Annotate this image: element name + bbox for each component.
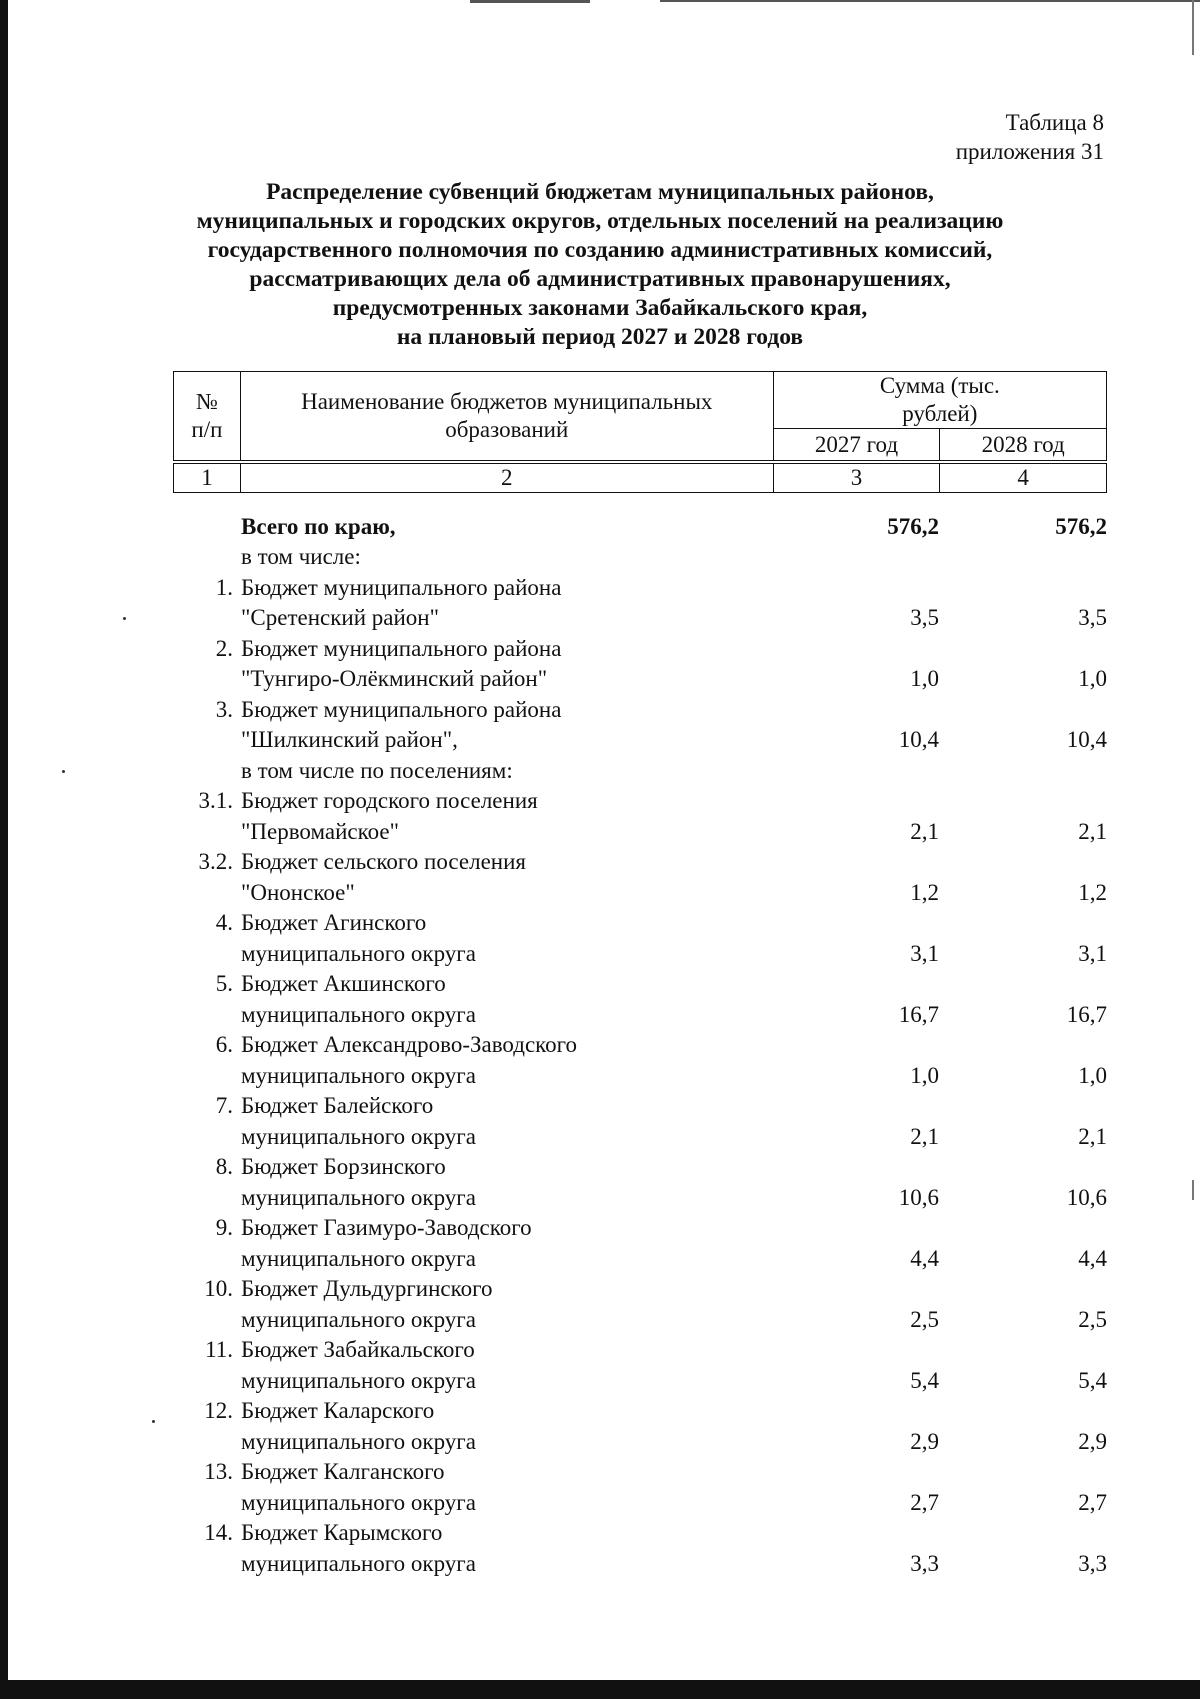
row-amount-2027: 2,5 xyxy=(910,1306,939,1332)
row-budget-name: муниципального округа xyxy=(241,1306,476,1332)
table-row xyxy=(173,1028,1107,1059)
row-budget-name: Бюджет сельского поселения xyxy=(241,849,526,874)
document-title xyxy=(150,178,1050,352)
row-budget-name: в том числе: xyxy=(241,544,361,569)
table-row xyxy=(173,1333,1107,1364)
row-budget-name: муниципального округа xyxy=(241,1123,476,1149)
table-row xyxy=(173,1302,1107,1333)
table-row xyxy=(173,692,1107,723)
row-amount-2028: 2,7 xyxy=(1078,1489,1107,1515)
row-budget-name: Бюджет Газимуро-Заводского xyxy=(241,1215,532,1240)
row-amount-2028: 5,4 xyxy=(1078,1367,1107,1393)
row-budget-name: Бюджет Карымского xyxy=(241,1520,443,1545)
table-row xyxy=(173,662,1107,693)
table-row xyxy=(173,784,1107,815)
table-row xyxy=(173,936,1107,967)
row-amount-2027: 10,6 xyxy=(898,1184,939,1210)
table-row xyxy=(173,1058,1107,1089)
table-body xyxy=(173,509,1107,1577)
title-line: муниципальных и городских округов, отдельных поселений на реализацию xyxy=(196,208,1004,234)
row-budget-name: "Первомайское" xyxy=(241,818,399,844)
row-amount-2027: 3,5 xyxy=(910,605,939,630)
row-budget-name: Бюджет Дульдургинского xyxy=(241,1276,493,1301)
table-row xyxy=(173,1119,1107,1150)
annex-table-number: Таблица 8 xyxy=(1005,110,1104,135)
table-row xyxy=(173,631,1107,662)
row-budget-name: "Тунгиро-Олёкминский район" xyxy=(241,666,548,691)
row-amount-2027: 3,1 xyxy=(910,940,939,966)
table-header xyxy=(173,371,1107,493)
row-budget-name: Бюджет городского поселения xyxy=(241,788,538,813)
scan-speck xyxy=(62,770,65,773)
title-line: на плановый период 2027 и 2028 годов xyxy=(396,324,804,350)
column-number: 4 xyxy=(940,464,1107,493)
row-budget-name: муниципального округа xyxy=(241,1184,476,1210)
row-amount-2027: 1,0 xyxy=(910,666,939,691)
row-budget-name: Бюджет муниципального района xyxy=(241,574,562,600)
table-row xyxy=(173,814,1107,845)
row-budget-name: Бюджет Александрово-Заводского xyxy=(241,1032,578,1057)
row-amount-2027: 2,1 xyxy=(910,1123,939,1149)
row-number: 6. xyxy=(215,1032,233,1057)
table-row xyxy=(173,1211,1107,1242)
title-line: Распределение субвенций бюджетам муниципальных районов, xyxy=(266,179,934,205)
row-amount-2028: 2,5 xyxy=(1078,1306,1107,1332)
scan-speck xyxy=(123,617,126,620)
table-row xyxy=(173,1150,1107,1181)
row-amount-2027: 1,2 xyxy=(910,879,939,905)
table-row xyxy=(173,1363,1107,1394)
table-row xyxy=(173,845,1107,876)
annex-appendix-number: приложения 31 xyxy=(955,139,1104,164)
table-row xyxy=(173,1546,1107,1577)
row-amount-2028: 2,1 xyxy=(1078,1123,1107,1149)
row-number: 1. xyxy=(215,574,233,600)
row-amount-2028: 3,5 xyxy=(1078,605,1107,630)
table-row xyxy=(173,601,1107,632)
table-row xyxy=(173,997,1107,1028)
row-budget-name: муниципального округа xyxy=(241,940,476,966)
row-amount-2027: 5,4 xyxy=(910,1367,939,1393)
row-budget-name: Бюджет Борзинского xyxy=(241,1154,446,1179)
row-amount-2028: 10,4 xyxy=(1066,727,1107,752)
table-row xyxy=(173,1272,1107,1303)
row-budget-name: "Сретенский район" xyxy=(241,605,439,630)
scan-mark-top xyxy=(470,0,590,3)
row-budget-name: муниципального округа xyxy=(241,1367,476,1393)
row-number: 12. xyxy=(204,1398,233,1423)
header-name-label: Наименование бюджетов муниципальных образований xyxy=(301,389,713,442)
header-year-2028: 2028 год xyxy=(940,429,1107,461)
row-number: 3.2. xyxy=(198,849,233,874)
table-row xyxy=(173,540,1107,571)
row-amount-2028: 576,2 xyxy=(1055,513,1107,539)
row-number: 7. xyxy=(215,1093,233,1118)
row-amount-2028: 3,1 xyxy=(1078,940,1107,966)
table-row xyxy=(173,1394,1107,1425)
row-amount-2028: 1,0 xyxy=(1078,1062,1107,1088)
column-number: 1 xyxy=(174,464,241,493)
table-row xyxy=(173,875,1107,906)
row-budget-name: Бюджет Агинского xyxy=(241,910,427,935)
row-amount-2028: 16,7 xyxy=(1066,1001,1107,1027)
table-row xyxy=(173,723,1107,754)
row-number: 4. xyxy=(215,910,233,935)
row-number: 11. xyxy=(205,1337,233,1362)
row-number: 3.1. xyxy=(198,788,233,813)
title-line: предусмотренных законами Забайкальского края, xyxy=(332,295,868,321)
row-amount-2027: 1,0 xyxy=(910,1062,939,1088)
row-number: 3. xyxy=(215,696,233,722)
table-row xyxy=(173,753,1107,784)
title-line: рассматривающих дела об административных правонарушениях, xyxy=(249,266,951,292)
row-budget-name: Бюджет Каларского xyxy=(241,1398,435,1423)
row-budget-name: муниципального округа xyxy=(241,1001,476,1027)
header-number-label: № п/п xyxy=(191,389,223,442)
column-number: 2 xyxy=(240,464,773,493)
scan-mark-top xyxy=(660,0,1200,2)
table-row xyxy=(173,1485,1107,1516)
row-budget-name: Бюджет Калганского xyxy=(241,1459,445,1484)
row-amount-2028: 10,6 xyxy=(1066,1184,1107,1210)
row-amount-2028: 2,9 xyxy=(1078,1428,1107,1454)
row-budget-name: муниципального округа xyxy=(241,1062,476,1088)
header-number xyxy=(174,372,241,461)
annex-reference xyxy=(956,108,1104,166)
table-total-row xyxy=(173,509,1107,540)
row-budget-name: Бюджет Балейского xyxy=(241,1093,434,1118)
row-number: 14. xyxy=(204,1520,233,1545)
scan-mark-right xyxy=(1192,1180,1194,1200)
scan-speck xyxy=(152,1420,155,1423)
row-budget-name: в том числе по поселениям: xyxy=(241,757,513,783)
row-amount-2027: 16,7 xyxy=(898,1001,939,1027)
row-budget-name: "Шилкинский район", xyxy=(241,727,458,752)
table-row xyxy=(173,1241,1107,1272)
row-amount-2027: 10,4 xyxy=(898,727,939,752)
scan-border-bottom xyxy=(0,1680,1200,1699)
row-amount-2027: 2,1 xyxy=(910,818,939,844)
row-budget-name: муниципального округа xyxy=(241,1245,476,1271)
header-name xyxy=(240,372,773,461)
scan-mark-right xyxy=(1192,0,1194,55)
table-row xyxy=(173,1424,1107,1455)
row-budget-name: Бюджет муниципального района xyxy=(241,696,562,722)
row-budget-name: Бюджет муниципального района xyxy=(241,635,562,661)
row-amount-2027: 2,7 xyxy=(910,1489,939,1515)
row-amount-2028: 1,2 xyxy=(1078,879,1107,905)
row-number: 13. xyxy=(204,1459,233,1484)
header-year-2027: 2027 год xyxy=(773,429,940,461)
row-amount-2028: 3,3 xyxy=(1078,1550,1107,1576)
table-row xyxy=(173,1516,1107,1547)
row-budget-name: "Ононское" xyxy=(241,879,355,905)
row-budget-name: муниципального округа xyxy=(241,1428,476,1454)
row-number: 9. xyxy=(215,1215,233,1240)
row-number: 2. xyxy=(215,635,233,661)
row-amount-2027: 2,9 xyxy=(910,1428,939,1454)
table-row xyxy=(173,1089,1107,1120)
table-row xyxy=(173,1455,1107,1486)
table-row xyxy=(173,967,1107,998)
row-amount-2028: 4,4 xyxy=(1078,1245,1107,1271)
table-row xyxy=(173,1180,1107,1211)
header-sum-label: Сумма (тыс. рублей) xyxy=(879,373,1000,426)
row-budget-name: муниципального округа xyxy=(241,1550,476,1576)
table-row xyxy=(173,570,1107,601)
scan-border-left xyxy=(0,0,8,1699)
row-amount-2027: 3,3 xyxy=(910,1550,939,1576)
row-number: 5. xyxy=(215,971,233,996)
row-amount-2027: 576,2 xyxy=(887,513,939,539)
title-line: государственного полномочия по созданию административных комиссий, xyxy=(207,237,993,263)
row-number: 10. xyxy=(204,1276,233,1301)
row-budget-name: Бюджет Забайкальского xyxy=(241,1337,475,1362)
row-budget-name: муниципального округа xyxy=(241,1489,476,1515)
row-budget-name: Всего по краю, xyxy=(241,513,396,539)
row-amount-2028: 1,0 xyxy=(1078,666,1107,691)
row-amount-2028: 2,1 xyxy=(1078,818,1107,844)
row-amount-2027: 4,4 xyxy=(910,1245,939,1271)
table-row xyxy=(173,906,1107,937)
row-budget-name: Бюджет Акшинского xyxy=(241,971,446,996)
header-sum xyxy=(773,372,1106,429)
row-number: 8. xyxy=(215,1154,233,1179)
column-number: 3 xyxy=(773,464,940,493)
